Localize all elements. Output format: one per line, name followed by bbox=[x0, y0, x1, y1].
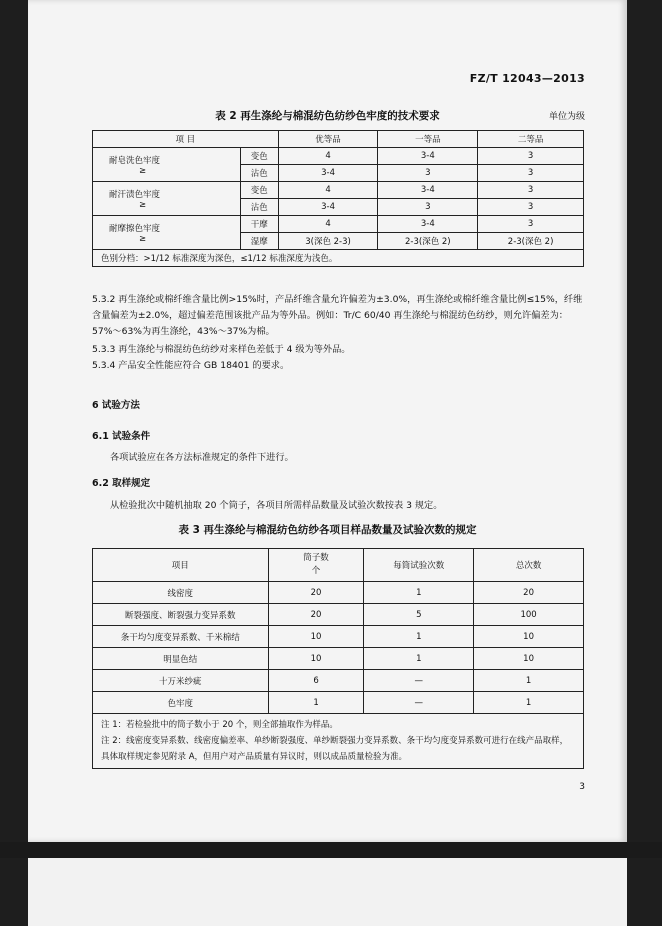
cell: 断裂强度、断裂强力变异系数 bbox=[93, 604, 269, 626]
cell: — bbox=[364, 670, 474, 692]
cell: 3 bbox=[478, 182, 584, 199]
cell: 3 bbox=[378, 199, 478, 216]
standard-code: FZ/T 12043—2013 bbox=[469, 72, 585, 85]
subitem: 沾色 bbox=[240, 165, 278, 182]
cell: 3-4 bbox=[378, 182, 478, 199]
table2-header-grade: 优等品 bbox=[278, 131, 378, 148]
cell: 20 bbox=[474, 582, 584, 604]
table3-header: 总次数 bbox=[474, 549, 584, 582]
category-name: 耐汗渍色牢度 bbox=[109, 189, 161, 200]
section-6-heading: 6 试验方法 bbox=[92, 400, 140, 411]
table3-header: 每筒试验次数 bbox=[364, 549, 474, 582]
table2-note-row bbox=[93, 250, 584, 267]
page-number: 3 bbox=[579, 782, 585, 792]
table3-header-count: 筒子数 个 bbox=[303, 553, 329, 576]
cell: 2-3(深色 2) bbox=[478, 233, 584, 250]
cell: 10 bbox=[268, 626, 364, 648]
table3-header: 项目 bbox=[93, 549, 269, 582]
cell: 3(深色 2-3) bbox=[278, 233, 378, 250]
cell: 6 bbox=[268, 670, 364, 692]
table2-header-grade: 二等品 bbox=[478, 131, 584, 148]
table-row bbox=[93, 692, 584, 714]
subitem: 干摩 bbox=[240, 216, 278, 233]
table3 bbox=[92, 548, 584, 769]
cell: 3 bbox=[478, 199, 584, 216]
cell: 1 bbox=[364, 582, 474, 604]
cell: 4 bbox=[278, 148, 378, 165]
cell: 2-3(深色 2) bbox=[378, 233, 478, 250]
table2-category bbox=[93, 182, 241, 216]
table2-header-grade: 一等品 bbox=[378, 131, 478, 148]
paragraph-5-3-3: 5.3.3 再生涤纶与棉混纺色纺纱对来样色差低于 4 级为等外品。 bbox=[92, 344, 351, 355]
cell: 1 bbox=[268, 692, 364, 714]
cell: 十万米纱疵 bbox=[93, 670, 269, 692]
category-symbol: ≥ bbox=[139, 199, 147, 210]
table2-category bbox=[93, 216, 241, 250]
table2 bbox=[92, 130, 584, 267]
cell: 线密度 bbox=[93, 582, 269, 604]
cell: 3 bbox=[478, 148, 584, 165]
table3-title: 表 3 再生涤纶与棉混纺色纺纱各项目样品数量及试验次数的规定 bbox=[178, 524, 477, 536]
cell: 3 bbox=[478, 165, 584, 182]
paragraph-5-3-4: 5.3.4 产品安全性能应符合 GB 18401 的要求。 bbox=[92, 360, 290, 371]
cell: 1 bbox=[364, 648, 474, 670]
table-row bbox=[93, 582, 584, 604]
page-gap bbox=[0, 842, 662, 858]
table-row bbox=[93, 182, 584, 199]
table3-note-1: 注 1：若检验批中的筒子数小于 20 个，则全部抽取作为样品。 bbox=[101, 720, 338, 730]
cell: 1 bbox=[474, 670, 584, 692]
table2-header-row bbox=[93, 131, 584, 148]
table2-title: 表 2 再生涤纶与棉混纺色纺纱色牢度的技术要求 bbox=[215, 110, 440, 122]
cell: 5 bbox=[364, 604, 474, 626]
subitem: 变色 bbox=[240, 182, 278, 199]
table3-header bbox=[268, 549, 364, 582]
cell: 10 bbox=[268, 648, 364, 670]
table2-category bbox=[93, 148, 241, 182]
cell: 3 bbox=[478, 216, 584, 233]
cell: 10 bbox=[474, 626, 584, 648]
cell: 明显色结 bbox=[93, 648, 269, 670]
cell: 4 bbox=[278, 216, 378, 233]
cell: 条干均匀度变异系数、千米棉结 bbox=[93, 626, 269, 648]
table-row bbox=[93, 148, 584, 165]
section-6-2-heading: 6.2 取样规定 bbox=[92, 478, 151, 489]
category-symbol: ≥ bbox=[139, 233, 147, 244]
category-symbol: ≥ bbox=[139, 165, 147, 176]
cell: — bbox=[364, 692, 474, 714]
table-row bbox=[93, 604, 584, 626]
cell: 20 bbox=[268, 604, 364, 626]
cell: 20 bbox=[268, 582, 364, 604]
table-row bbox=[93, 626, 584, 648]
document-page bbox=[28, 0, 627, 842]
cell: 10 bbox=[474, 648, 584, 670]
table3-note-2: 注 2：线密度变异系数、线密度偏差率、单纱断裂强度、单纱断裂强力变异系数、条干均匀度变异系数可进行在线产品取样，具体取样规定参见附录 A，但用户对产品质量有异议时，则以成品质量检验为准。 bbox=[101, 736, 569, 762]
table2-note: 色别分档：>1/12 标准深度为深色，≤1/12 标准深度为浅色。 bbox=[93, 250, 584, 267]
subitem: 变色 bbox=[240, 148, 278, 165]
subitem: 湿摩 bbox=[240, 233, 278, 250]
cell: 4 bbox=[278, 182, 378, 199]
cell: 3-4 bbox=[378, 148, 478, 165]
cell: 100 bbox=[474, 604, 584, 626]
cell: 1 bbox=[364, 626, 474, 648]
table3-note-row bbox=[93, 714, 584, 769]
category-name: 耐皂洗色牢度 bbox=[109, 155, 161, 166]
cell: 3-4 bbox=[278, 199, 378, 216]
next-page-edge bbox=[28, 858, 627, 926]
table-row bbox=[93, 670, 584, 692]
section-6-1-text: 各项试验应在各方法标准规定的条件下进行。 bbox=[110, 452, 294, 463]
table2-unit: 单位为级 bbox=[548, 112, 585, 122]
table3-notes bbox=[93, 714, 584, 769]
table3-header-row bbox=[93, 549, 584, 582]
cell: 3 bbox=[378, 165, 478, 182]
table-row bbox=[93, 216, 584, 233]
paragraph-5-3-2: 5.3.2 再生涤纶或棉纤维含量比例>15%时，产品纤维含量允许偏差为±3.0%，再生涤纶或棉纤维含量比例≤15%，纤维含量偏差为±2.0%，超过偏差范围该批产品为等外品。例如：Tr/C 60/40 再生涤纶与棉混纺色纺纱，则允许偏差为：57%～63%为再生涤纶，43%～37%为棉。 bbox=[92, 294, 583, 337]
cell: 3-4 bbox=[278, 165, 378, 182]
cell: 1 bbox=[474, 692, 584, 714]
cell: 色牢度 bbox=[93, 692, 269, 714]
category-name: 耐摩擦色牢度 bbox=[109, 223, 161, 234]
cell: 3-4 bbox=[378, 216, 478, 233]
section-6-1-heading: 6.1 试验条件 bbox=[92, 431, 151, 442]
section-6-2-text: 从检验批次中随机抽取 20 个筒子，各项目所需样品数量及试验次数按表 3 规定。 bbox=[110, 500, 443, 511]
table-row bbox=[93, 648, 584, 670]
subitem: 沾色 bbox=[240, 199, 278, 216]
table2-header-item: 项 目 bbox=[93, 131, 279, 148]
